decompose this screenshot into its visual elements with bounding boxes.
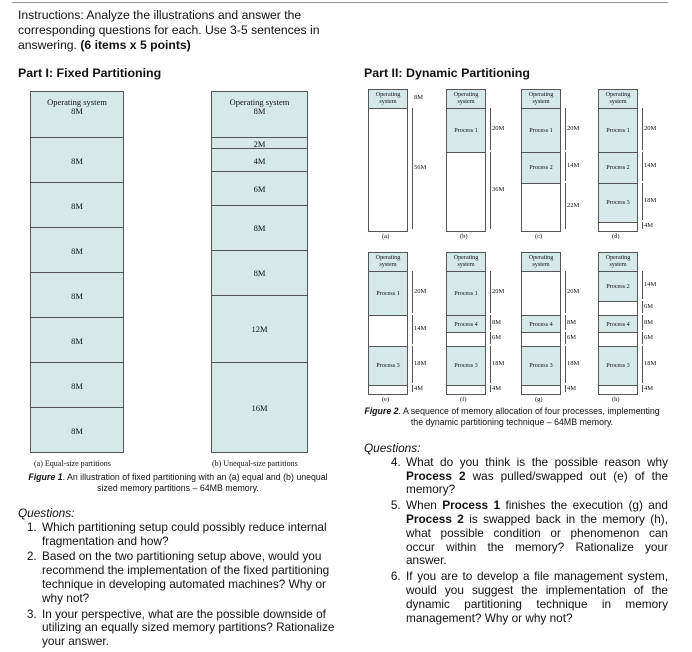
process-block: Process 1	[369, 271, 407, 315]
instructions-points: (6 items x 5 points)	[80, 38, 191, 52]
unequal-partition: 8M	[212, 250, 307, 296]
instructions-text: : Analyze the illustrations and answer the corresponding questions for each. Use 3-5 sentences in answering.	[18, 8, 320, 52]
process-block: Process 1	[599, 108, 637, 152]
memory-snapshot	[521, 89, 561, 232]
size-brace	[639, 222, 643, 229]
size-brace	[487, 346, 491, 384]
size-brace	[639, 346, 643, 384]
process-block: Process 3	[369, 346, 407, 386]
unequal-partition: 4M	[212, 148, 307, 172]
block-size-label: 56M	[414, 164, 427, 172]
block-size-label: 6M	[644, 303, 654, 311]
figure1-label: Figure 1	[28, 472, 63, 482]
size-brace	[562, 271, 566, 313]
os-block: Operating system	[369, 253, 407, 271]
free-block	[522, 183, 560, 231]
block-size-label: 20M	[644, 124, 657, 132]
block-size-label: 20M	[492, 287, 505, 295]
equal-partition: 8M	[31, 407, 123, 453]
process-block: Process 4	[599, 315, 637, 333]
block-size-label: 8M	[414, 93, 424, 101]
snapshot-label: (d)	[612, 233, 620, 240]
process-block: Process 1	[522, 108, 560, 152]
memory-snapshot	[368, 89, 408, 232]
unequal-partition: 8M	[212, 205, 307, 251]
free-block	[522, 271, 560, 315]
os-block: Operating system	[522, 90, 560, 108]
block-size-label: 20M	[567, 287, 580, 295]
snapshot-label: (b)	[460, 233, 468, 240]
free-block	[447, 385, 485, 394]
block-size-label: 14M	[644, 162, 657, 170]
part1-questions-title: Questions:	[18, 506, 75, 520]
memory-snapshot	[598, 89, 638, 232]
block-size-label: 8M	[644, 318, 654, 326]
unequal-partition: 12M	[212, 295, 307, 364]
size-brace	[487, 152, 491, 229]
figure1-text: . An illustration of fixed partitioning with an (a) equal and (b) unequal sized memory partitions – 64MB memory.	[62, 472, 328, 493]
question-4: 4. What do you think is the possible reason why Process 2 was pulled/swapped out (e) of the memory?	[404, 456, 668, 497]
part2-title: Part II: Dynamic Partitioning	[364, 66, 530, 80]
unequal-caption: (b) Unequal-size partitions	[212, 459, 298, 468]
equal-partition: 8M	[31, 137, 123, 183]
size-brace	[487, 315, 491, 331]
size-brace	[639, 108, 643, 150]
process-block: Process 3	[599, 183, 637, 223]
size-brace	[639, 271, 643, 300]
process-block: Process 2	[522, 152, 560, 183]
snapshot-label: (a)	[382, 233, 390, 240]
os-block: Operating system	[369, 90, 407, 108]
block-size-label: 18M	[644, 197, 657, 205]
size-brace	[409, 108, 413, 229]
process-block: Process 2	[599, 271, 637, 302]
memory-snapshot	[368, 252, 408, 395]
block-size-label: 4M	[644, 384, 654, 392]
free-block	[447, 152, 485, 231]
process-block: Process 2	[599, 152, 637, 183]
process-block: Process 3	[522, 346, 560, 386]
equal-partition: 8M	[31, 182, 123, 228]
figure2-caption	[362, 406, 662, 427]
size-brace	[409, 271, 413, 313]
os-label: Operating system	[229, 97, 290, 107]
block-size-label: 14M	[567, 162, 580, 170]
question-6: 6. If you are to develop a file management system, would you suggest the implementation of the dynamic partitioning technique in memory management? Why or why not?	[404, 570, 668, 625]
snapshot-label: (f)	[460, 396, 467, 403]
block-size-label: 8M	[492, 318, 502, 326]
question-5: 5. When Process 1 finishes the execution (g) and Process 2 is swapped back in the memory (h), what possible condition or phenomenon can occur within the memory? Rationalize your answer.	[404, 499, 668, 568]
free-block	[599, 385, 637, 394]
unequal-partition: 2M	[212, 137, 307, 149]
block-size-label: 4M	[492, 384, 502, 392]
size-brace	[639, 301, 643, 312]
size-brace	[487, 271, 491, 313]
size-brace	[639, 385, 643, 392]
question-1: 1. Which partitioning setup could possibly reduce internal fragmentation and how?	[40, 521, 338, 549]
question-2: 2. Based on the two partitioning setup above, would you recommend the implementation of the fixed partitioning technique in developing automated machines? Why or why not?	[40, 550, 338, 605]
size-brace	[639, 183, 643, 221]
question-3: 3. In your perspective, what are the possible downside of utilizing an equally sized memory partitions? Rationalize your answer.	[40, 608, 338, 649]
size-brace	[487, 108, 491, 150]
size-brace	[639, 152, 643, 181]
size-brace	[562, 346, 566, 384]
instructions-label: Instructions	[18, 8, 81, 22]
block-size-label: 20M	[492, 124, 505, 132]
free-block	[522, 332, 560, 345]
size-brace	[409, 385, 413, 392]
part2-questions	[364, 442, 668, 627]
size-brace	[562, 108, 566, 150]
size-brace	[639, 315, 643, 331]
block-size-label: 8M	[567, 318, 577, 326]
equal-partition: 8M	[31, 227, 123, 273]
block-size-label: 4M	[644, 221, 654, 229]
free-block	[599, 301, 637, 314]
block-size-label: 36M	[492, 186, 505, 194]
part1-title: Part I: Fixed Partitioning	[18, 66, 162, 80]
block-size-label: 4M	[414, 384, 424, 392]
figure2-label: Figure 2	[364, 406, 399, 416]
block-size-label: 22M	[567, 201, 580, 209]
memory-snapshot	[446, 89, 486, 232]
os-block: Operating system	[522, 253, 560, 271]
equal-partition: 8M	[31, 362, 123, 408]
part2-questions-title: Questions:	[364, 441, 421, 455]
free-block	[447, 332, 485, 345]
size-brace	[409, 315, 413, 344]
block-size-label: 6M	[492, 333, 502, 341]
size-brace	[409, 346, 413, 384]
size-brace	[562, 152, 566, 181]
process-block: Process 1	[447, 271, 485, 315]
block-size-label: 14M	[414, 325, 427, 333]
unequal-partition: 6M	[212, 171, 307, 206]
block-size-label: 6M	[567, 333, 577, 341]
snapshot-label: (c)	[535, 233, 543, 240]
os-label: Operating system	[47, 97, 107, 107]
block-size-label: 14M	[644, 281, 657, 289]
size-brace	[487, 332, 491, 343]
block-size-label: 18M	[414, 360, 427, 368]
memory-snapshot	[521, 252, 561, 395]
free-block	[369, 108, 407, 231]
os-size: 8M	[253, 106, 266, 116]
size-brace	[562, 183, 566, 229]
size-brace	[562, 385, 566, 392]
memory-snapshot	[446, 252, 486, 395]
equal-caption: (a) Equal-size partitions	[34, 459, 111, 468]
os-size: 8M	[71, 106, 83, 116]
snapshot-label: (g)	[535, 396, 543, 403]
process-block: Process 4	[447, 315, 485, 333]
free-block	[522, 385, 560, 394]
size-brace	[562, 332, 566, 343]
process-block: Process 4	[522, 315, 560, 333]
block-size-label: 18M	[644, 360, 657, 368]
os-block: Operating system	[447, 90, 485, 108]
process-block: Process 3	[599, 346, 637, 386]
unequal-partition: 16M	[212, 362, 307, 453]
equal-partition: 8M	[31, 272, 123, 318]
free-block	[599, 332, 637, 345]
os-block: Operating system	[447, 253, 485, 271]
free-block	[599, 222, 637, 231]
equal-partition: 8M	[31, 317, 123, 363]
size-brace	[639, 332, 643, 343]
block-size-label: 20M	[414, 287, 427, 295]
os-block: Operating system	[599, 90, 637, 108]
os-block: Operating system	[599, 253, 637, 271]
block-size-label: 6M	[644, 333, 654, 341]
size-brace	[562, 315, 566, 331]
size-brace	[487, 385, 491, 392]
free-block	[369, 315, 407, 346]
free-block	[369, 385, 407, 394]
process-block: Process 3	[447, 346, 485, 386]
snapshot-label: (e)	[382, 396, 390, 403]
block-size-label: 4M	[567, 384, 577, 392]
block-size-label: 18M	[492, 360, 505, 368]
block-size-label: 20M	[567, 124, 580, 132]
block-size-label: 18M	[567, 360, 580, 368]
snapshot-label: (h)	[612, 396, 620, 403]
memory-snapshot	[598, 252, 638, 395]
figure2-text: . A sequence of memory allocation of four processes, implementing the dynamic partitioning technique – 64MB memory.	[398, 406, 660, 427]
process-block: Process 1	[447, 108, 485, 152]
